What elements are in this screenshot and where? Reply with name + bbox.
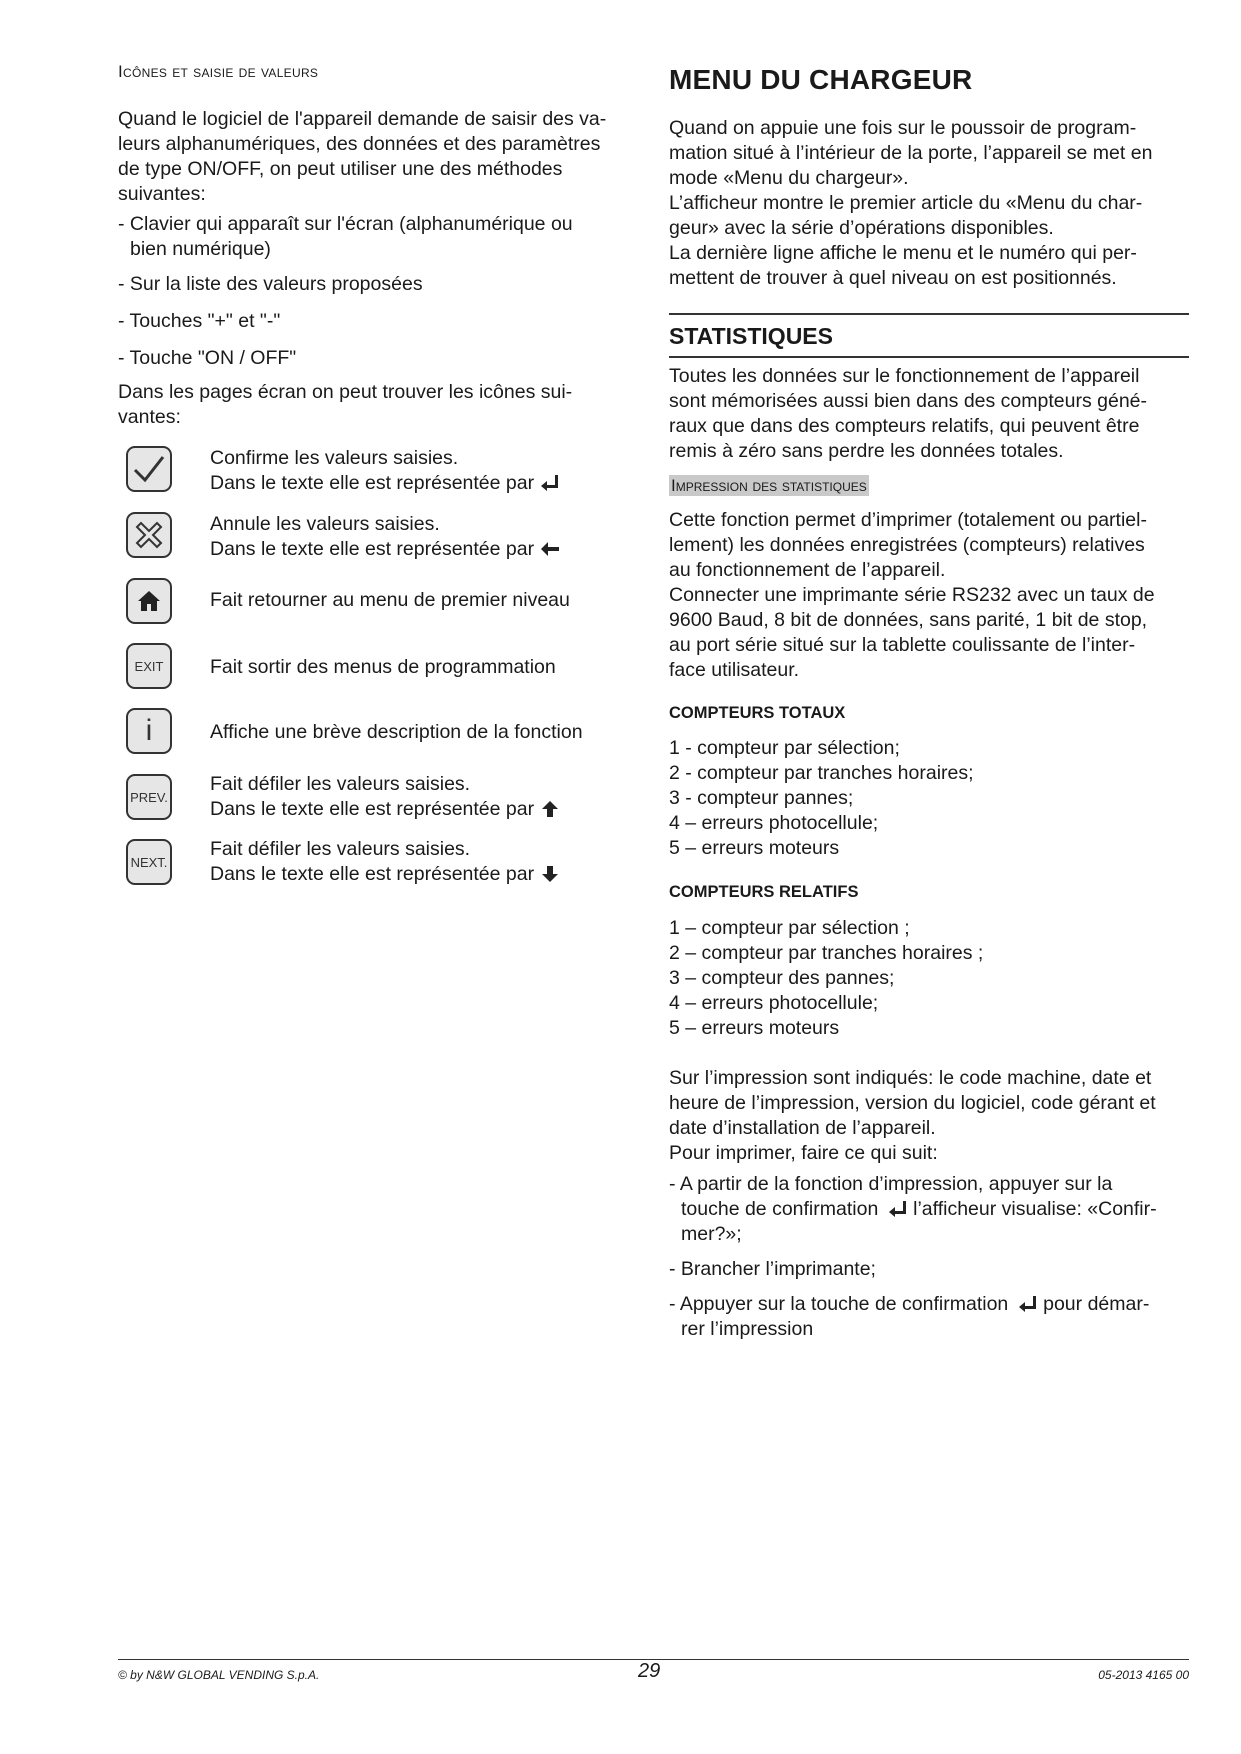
page-number: 29	[638, 1660, 661, 1682]
down-arrow-icon	[540, 865, 560, 883]
back-arrow-icon	[540, 540, 560, 558]
list-item: - A partir de la fonction d’impression, appuyer sur la touche de confirmation l’afficheur visualise: «Confir- mer?»;	[669, 1173, 1157, 1245]
cancel-icon	[126, 512, 172, 558]
input-methods-list	[118, 212, 638, 371]
printout-description: Sur l’impression sont indiqués: le code machine, date et heure de l’impression, version du logiciel, code gérant et date d’installation de l’appareil. Pour imprimer, faire ce qui suit:	[669, 1067, 1156, 1164]
icons-section-title: Icônes et saisie de valeurs	[118, 62, 319, 81]
section-divider	[669, 356, 1189, 358]
list-item: 1 – compteur par sélection ;	[669, 917, 910, 939]
list-item: 2 - compteur par tranches horaires;	[669, 762, 974, 784]
print-steps	[669, 1172, 1189, 1342]
icon-row-next: NEXT. Fait défiler les valeurs saisies. Dans le texte elle est représentée par	[118, 839, 638, 899]
list-item: 3 - compteur pannes;	[669, 787, 854, 809]
icon-row-exit: EXIT Fait sortir des menus de programmation	[118, 643, 638, 693]
list-item: 2 – compteur par tranches horaires ;	[669, 942, 984, 964]
info-icon: i	[126, 708, 172, 754]
list-item: 5 – erreurs moteurs	[669, 1017, 840, 1039]
exit-icon: EXIT	[126, 643, 172, 689]
list-item: 5 – erreurs moteurs	[669, 837, 840, 859]
footer-doc-code: 05-2013 4165 00	[1098, 1668, 1189, 1682]
list-item: 1 - compteur par sélection;	[669, 737, 900, 759]
enter-arrow-icon	[1018, 1295, 1038, 1313]
enter-arrow-icon	[888, 1200, 908, 1218]
print-subtitle: Impression des statistiques	[671, 476, 867, 495]
totals-list	[669, 736, 1189, 861]
list-item: - Touche "ON / OFF"	[118, 347, 297, 369]
next-icon: NEXT.	[126, 839, 172, 885]
list-item: - Appuyer sur la touche de confirmation pour démar- rer l’impression	[669, 1293, 1150, 1340]
print-description: Cette fonction permet d’imprimer (totalement ou partiel- lement) les données enregistrées (compteurs) relatives au fonctionnement de l’appareil. Connecter une imprimante série RS232 avec un taux de 9600 Baud, 8 bit de données, sans parité, 1 bit de stop, au port série situé sur la tablette coulissante de l’inter- face utilisateur.	[669, 509, 1155, 681]
icons-intro: Quand le logiciel de l'appareil demande de saisir des va- leurs alphanumériques, des données et des paramètres de type ON/OFF, on peut utiliser une des méthodes suivantes:	[118, 108, 607, 205]
icon-row-home: Fait retourner au menu de premier niveau	[118, 578, 638, 628]
home-icon	[126, 578, 172, 624]
footer-copyright: © by N&W GLOBAL VENDING S.p.A.	[118, 1668, 320, 1682]
icons-list-intro: Dans les pages écran on peut trouver les icônes sui- vantes:	[118, 381, 573, 428]
menu-title: MENU DU CHARGEUR	[669, 64, 973, 95]
list-item: 4 – erreurs photocellule;	[669, 992, 879, 1014]
enter-arrow-icon	[540, 474, 560, 492]
up-arrow-icon	[540, 800, 560, 818]
icon-row-confirm: Confirme les valeurs saisies. Dans le texte elle est représentée par	[118, 446, 638, 506]
icon-row-info: i Affiche une brève description de la fonction	[118, 708, 638, 758]
menu-description: Quand on appuie une fois sur le poussoir de program- mation situé à l’intérieur de la porte, l’appareil se met en mode «Menu du chargeur». L’afficheur montre le premier article du «Menu du char- geur» avec la série d’opérations disponibles. La dernière ligne affiche le menu et le numéro qui per- mettent de trouver à quel niveau on est positionnés.	[669, 117, 1153, 289]
stats-description: Toutes les données sur le fonctionnement de l’appareil sont mémorisées aussi bien dans des compteurs géné- raux que dans des compteurs relatifs, qui peuvent être remis à zéro sans perdre les données totales.	[669, 365, 1147, 462]
stats-title: STATISTIQUES	[669, 323, 833, 349]
list-item: 4 – erreurs photocellule;	[669, 812, 879, 834]
icon-row-cancel: Annule les valeurs saisies. Dans le texte elle est représentée par	[118, 512, 638, 572]
relatives-list	[669, 916, 1189, 1041]
list-item: - Brancher l’imprimante;	[669, 1258, 876, 1280]
prev-icon: PREV.	[126, 774, 172, 820]
icon-row-prev: PREV. Fait défiler les valeurs saisies. Dans le texte elle est représentée par	[118, 774, 638, 834]
totals-title: COMPTEURS TOTAUX	[669, 704, 846, 722]
list-item: - Touches "+" et "-"	[118, 310, 281, 332]
list-item: 3 – compteur des pannes;	[669, 967, 895, 989]
list-item: - Clavier qui apparaît sur l'écran (alphanumérique ou bien numérique)	[118, 213, 573, 260]
relatives-title: COMPTEURS RELATIFS	[669, 883, 859, 901]
list-item: - Sur la liste des valeurs proposées	[118, 273, 423, 295]
confirm-icon	[126, 446, 172, 492]
section-divider	[669, 313, 1189, 315]
